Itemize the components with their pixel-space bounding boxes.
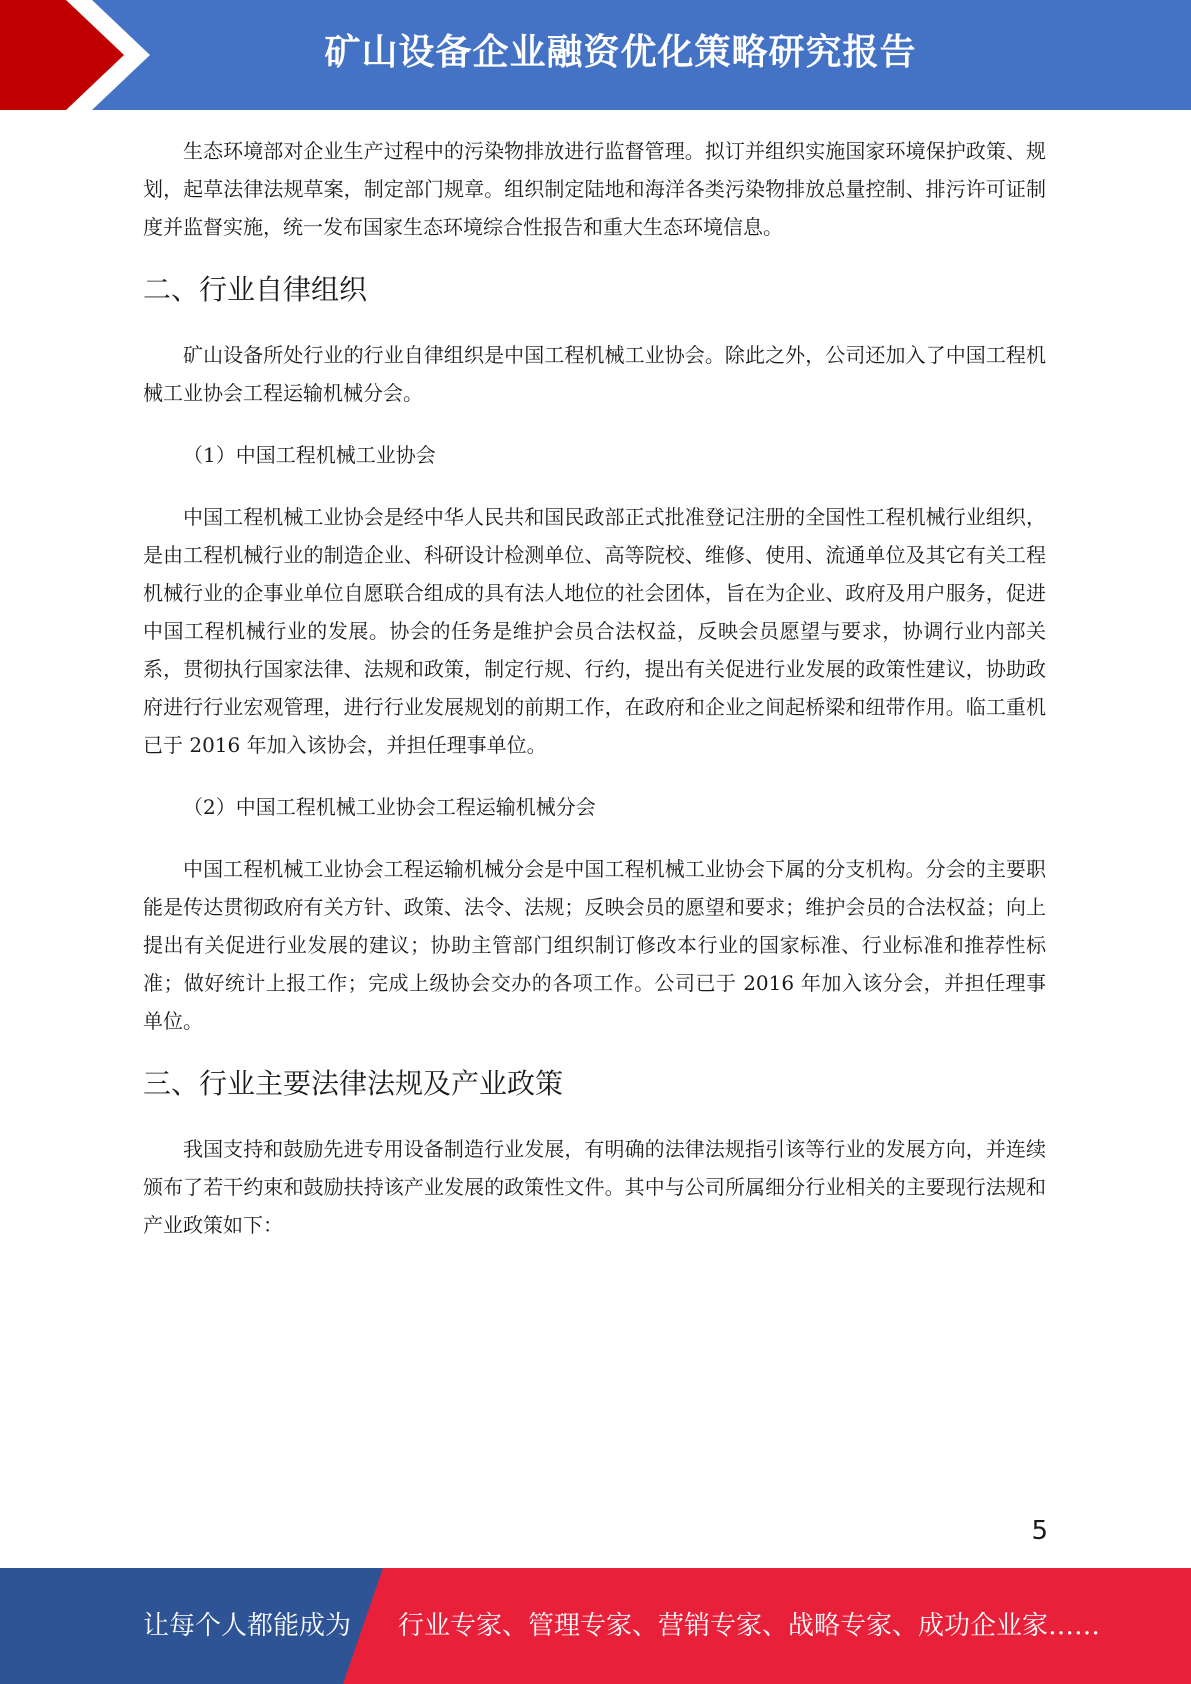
paragraph-transport-branch: 中国工程机械工业协会工程运输机械分会是中国工程机械工业协会下属的分支机构。分会的主要职能是传达贯彻政府有关方针、政策、法令、法规；反映会员的愿望和要求；维护会员的合法权益；向上提出有关促进行业发展的建议；协助主管部门组织制订修改本行业的国家标准、行业标准和推荐性标准；做好统计上报工作；完成上级协会交办的各项工作。公司已于 2016 年加入该分会，并担任理事单位。: [143, 857, 1046, 1033]
header-banner: [0, 0, 1191, 110]
footer-banner: [0, 1568, 1191, 1684]
paragraph-self-regulation: 矿山设备所处行业的行业自律组织是中国工程机械工业协会。除此之外，公司还加入了中国工程机械工业协会工程运输机械分会。: [143, 343, 1046, 405]
footer-slogan-right: 行业专家、管理专家、营销专家、战略专家、成功企业家……: [398, 1611, 1101, 1641]
page-number: 5: [1031, 1516, 1048, 1546]
section-heading-self-regulation: 二、行业自律组织: [143, 273, 368, 306]
paragraph-cmca: 中国工程机械工业协会是经中华人民共和国民政部正式批准登记注册的全国性工程机械行业组织，是由工程机械行业的制造企业、科研设计检测单位、高等院校、维修、使用、流通单位及其它有关工程机械行业的企事业单位自愿联合组成的具有法人地位的社会团体，旨在为企业、政府及用户服务，促进中国工程机械行业的发展。协会的任务是维护会员合法权益，反映会员愿望与要求，协调行业内部关系，贯彻执行国家法律、法规和政策，制定行规、行约，提出有关促进行业发展的政策性建议，协助政府进行行业宏观管理，进行行业发展规划的前期工作，在政府和企业之间起桥梁和纽带作用。临工重机已于 2016 年加入该协会，并担任理事单位。: [143, 505, 1046, 757]
subheading-transport-branch: （2）中国工程机械工业协会工程运输机械分会: [183, 795, 596, 819]
subheading-cmca: （1）中国工程机械工业协会: [183, 443, 436, 467]
document-body: [143, 132, 1046, 1268]
chevron-arrow-icon: [0, 0, 160, 110]
report-title: 矿山设备企业融资优化策略研究报告: [324, 32, 917, 73]
paragraph-environment: 生态环境部对企业生产过程中的污染物排放进行监督管理。拟订并组织实施国家环境保护政策、规划，起草法律法规草案，制定部门规章。组织制定陆地和海洋各类污染物排放总量控制、排污许可证制度并监督实施，统一发布国家生态环境综合性报告和重大生态环境信息。: [143, 139, 1046, 239]
section-heading-laws-policies: 三、行业主要法律法规及产业政策: [143, 1067, 564, 1100]
footer-slogan-left: 让每个人都能成为: [143, 1611, 352, 1641]
paragraph-laws-policies: 我国支持和鼓励先进专用设备制造行业发展，有明确的法律法规指引该等行业的发展方向，并连续颁布了若干约束和鼓励扶持该产业发展的政策性文件。其中与公司所属细分行业相关的主要现行法规和产业政策如下：: [143, 1137, 1046, 1237]
